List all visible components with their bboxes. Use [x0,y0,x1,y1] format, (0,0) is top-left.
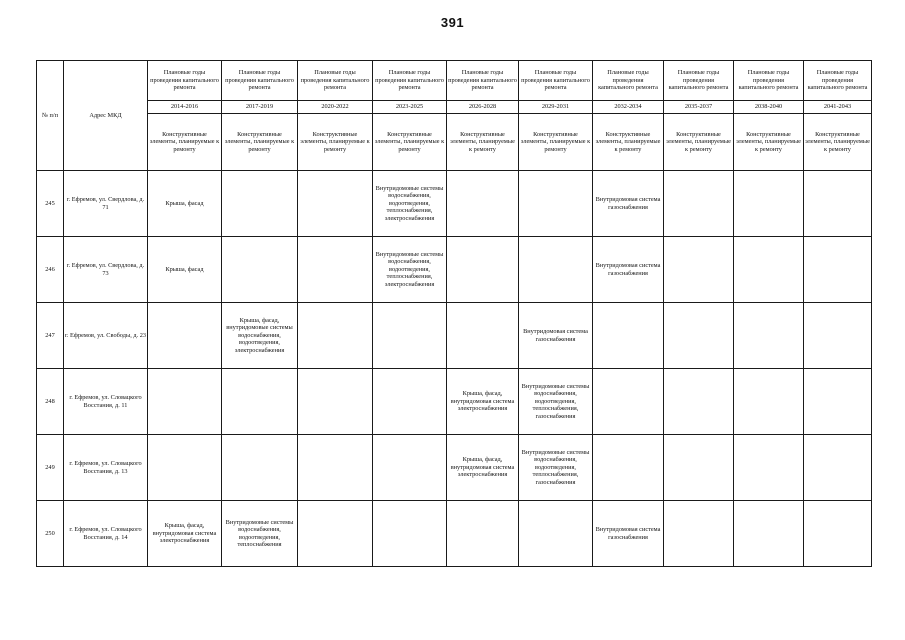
row-cell [664,237,734,303]
row-cell: Внутридомовые системы водоснабжения, водоотведения, теплоснабжения, газоснабжения [519,369,593,435]
row-cell [664,435,734,501]
header-period-title: Плановые годы проведения капитального ремонта [519,61,593,101]
header-period-years: 2020-2022 [298,101,373,114]
header-elements-label: Конструктивные элементы, планируемые к ремонту [593,114,664,171]
row-cell: Внутридомовые системы водоснабжения, водоотведения, теплоснабжения, электроснабжения [373,237,447,303]
row-number: 247 [37,303,64,369]
header-period-years: 2014-2016 [148,101,222,114]
table-row [37,237,872,303]
header-period-title: Плановые годы проведения капитального ремонта [734,61,804,101]
row-cell [373,435,447,501]
header-elements-label: Конструктивные элементы, планируемые к ремонту [298,114,373,171]
row-cell [593,369,664,435]
row-cell [373,303,447,369]
row-cell: Внутридомовые системы водоснабжения, водоотведения, теплоснабжения, электроснабжения [373,171,447,237]
row-cell [804,435,872,501]
header-period-title: Плановые годы проведения капитального ремонта [447,61,519,101]
table-row [37,303,872,369]
row-cell: Крыша, фасад [148,237,222,303]
row-cell: Крыша, фасад, внутридомовая система электроснабжения [447,369,519,435]
row-cell [298,501,373,567]
row-cell [373,501,447,567]
table-row [37,171,872,237]
row-address: г. Ефремов, ул. Свердлова, д. 71 [64,171,148,237]
table-header [37,61,872,171]
row-cell [519,171,593,237]
row-cell [148,303,222,369]
row-cell [447,501,519,567]
table-row [37,369,872,435]
row-cell: Крыша, фасад, внутридомовая система электроснабжения [148,501,222,567]
page-number: 391 [440,15,465,30]
row-cell [447,171,519,237]
row-cell: Внутридомовая система газоснабжения [519,303,593,369]
header-elements-label: Конструктивные элементы, планируемые к ремонту [519,114,593,171]
row-cell [734,237,804,303]
header-period-title: Плановые годы проведения капитального ремонта [804,61,872,101]
row-cell [734,303,804,369]
header-elements-label: Конструктивные элементы, планируемые к ремонту [373,114,447,171]
capital-repair-plan-table [36,60,872,567]
row-cell [447,303,519,369]
row-cell: Крыша, фасад [148,171,222,237]
row-cell: Крыша, фасад, внутридомовые системы водоснабжения, водоотведения, электроснабжения [222,303,298,369]
row-cell [298,435,373,501]
row-number: 245 [37,171,64,237]
table-row [37,435,872,501]
row-cell: Внутридомовые системы водоснабжения, водоотведения, теплоснабжения [222,501,298,567]
row-cell [664,501,734,567]
row-address: г. Ефремов, ул. Словацкого Восстания, д. 11 [64,369,148,435]
row-cell [734,435,804,501]
header-elements-label: Конструктивные элементы, планируемые к ремонту [222,114,298,171]
row-cell [222,369,298,435]
table-body [37,171,872,567]
header-period-years: 2029-2031 [519,101,593,114]
row-cell [734,369,804,435]
row-cell [519,237,593,303]
row-cell [222,171,298,237]
header-elements-label: Конструктивные элементы, планируемые к ремонту [148,114,222,171]
header-elements-label: Конструктивные элементы, планируемые к ремонту [447,114,519,171]
row-cell: Внутридомовые системы водоснабжения, водоотведения, теплоснабжения, газоснабжения [519,435,593,501]
row-cell: Внутридомовая система газоснабжения [593,501,664,567]
row-cell: Крыша, фасад, внутридомовая система электроснабжения [447,435,519,501]
row-number: 248 [37,369,64,435]
row-address: г. Ефремов, ул. Словацкого Восстания, д. 13 [64,435,148,501]
row-cell: Внутридомовая система газоснабжения [593,237,664,303]
header-period-title: Плановые годы проведения капитального ремонта [664,61,734,101]
row-cell [298,237,373,303]
row-address: г. Ефремов, ул. Свободы, д. 23 [64,303,148,369]
header-address: Адрес МКД [64,61,148,171]
header-period-years: 2023-2025 [373,101,447,114]
row-cell [804,237,872,303]
header-number: № п/п [37,61,64,171]
row-cell [447,237,519,303]
header-period-title: Плановые годы проведения капитального ремонта [373,61,447,101]
row-cell [298,303,373,369]
row-cell [664,171,734,237]
header-period-title: Плановые годы проведения капитального ремонта [148,61,222,101]
row-cell: Внутридомовая система газоснабжения [593,171,664,237]
row-address: г. Ефремов, ул. Свердлова, д. 73 [64,237,148,303]
row-cell [222,435,298,501]
header-period-years: 2032-2034 [593,101,664,114]
row-cell [298,171,373,237]
header-elements-label: Конструктивные элементы, планируемые к ремонту [804,114,872,171]
row-cell [734,171,804,237]
header-elements-label: Конструктивные элементы, планируемые к ремонту [734,114,804,171]
header-period-title: Плановые годы проведения капитального ремонта [222,61,298,101]
row-cell [804,171,872,237]
row-cell [804,303,872,369]
row-cell [804,501,872,567]
row-cell [593,303,664,369]
row-cell [298,369,373,435]
row-cell [804,369,872,435]
header-period-title: Плановые годы проведения капитального ремонта [593,61,664,101]
header-period-years: 2026-2028 [447,101,519,114]
row-number: 249 [37,435,64,501]
row-cell [148,369,222,435]
row-cell [664,303,734,369]
header-period-years: 2041-2043 [804,101,872,114]
header-elements-label: Конструктивные элементы, планируемые к ремонту [664,114,734,171]
row-cell [734,501,804,567]
table-row [37,501,872,567]
row-cell [519,501,593,567]
row-cell [664,369,734,435]
row-number: 246 [37,237,64,303]
header-period-years: 2017-2019 [222,101,298,114]
row-cell [373,369,447,435]
row-number: 250 [37,501,64,567]
row-cell [593,435,664,501]
row-address: г. Ефремов, ул. Словацкого Восстания, д. 14 [64,501,148,567]
header-period-years: 2038-2040 [734,101,804,114]
header-period-years: 2035-2037 [664,101,734,114]
header-period-title: Плановые годы проведения капитального ремонта [298,61,373,101]
row-cell [222,237,298,303]
row-cell [148,435,222,501]
